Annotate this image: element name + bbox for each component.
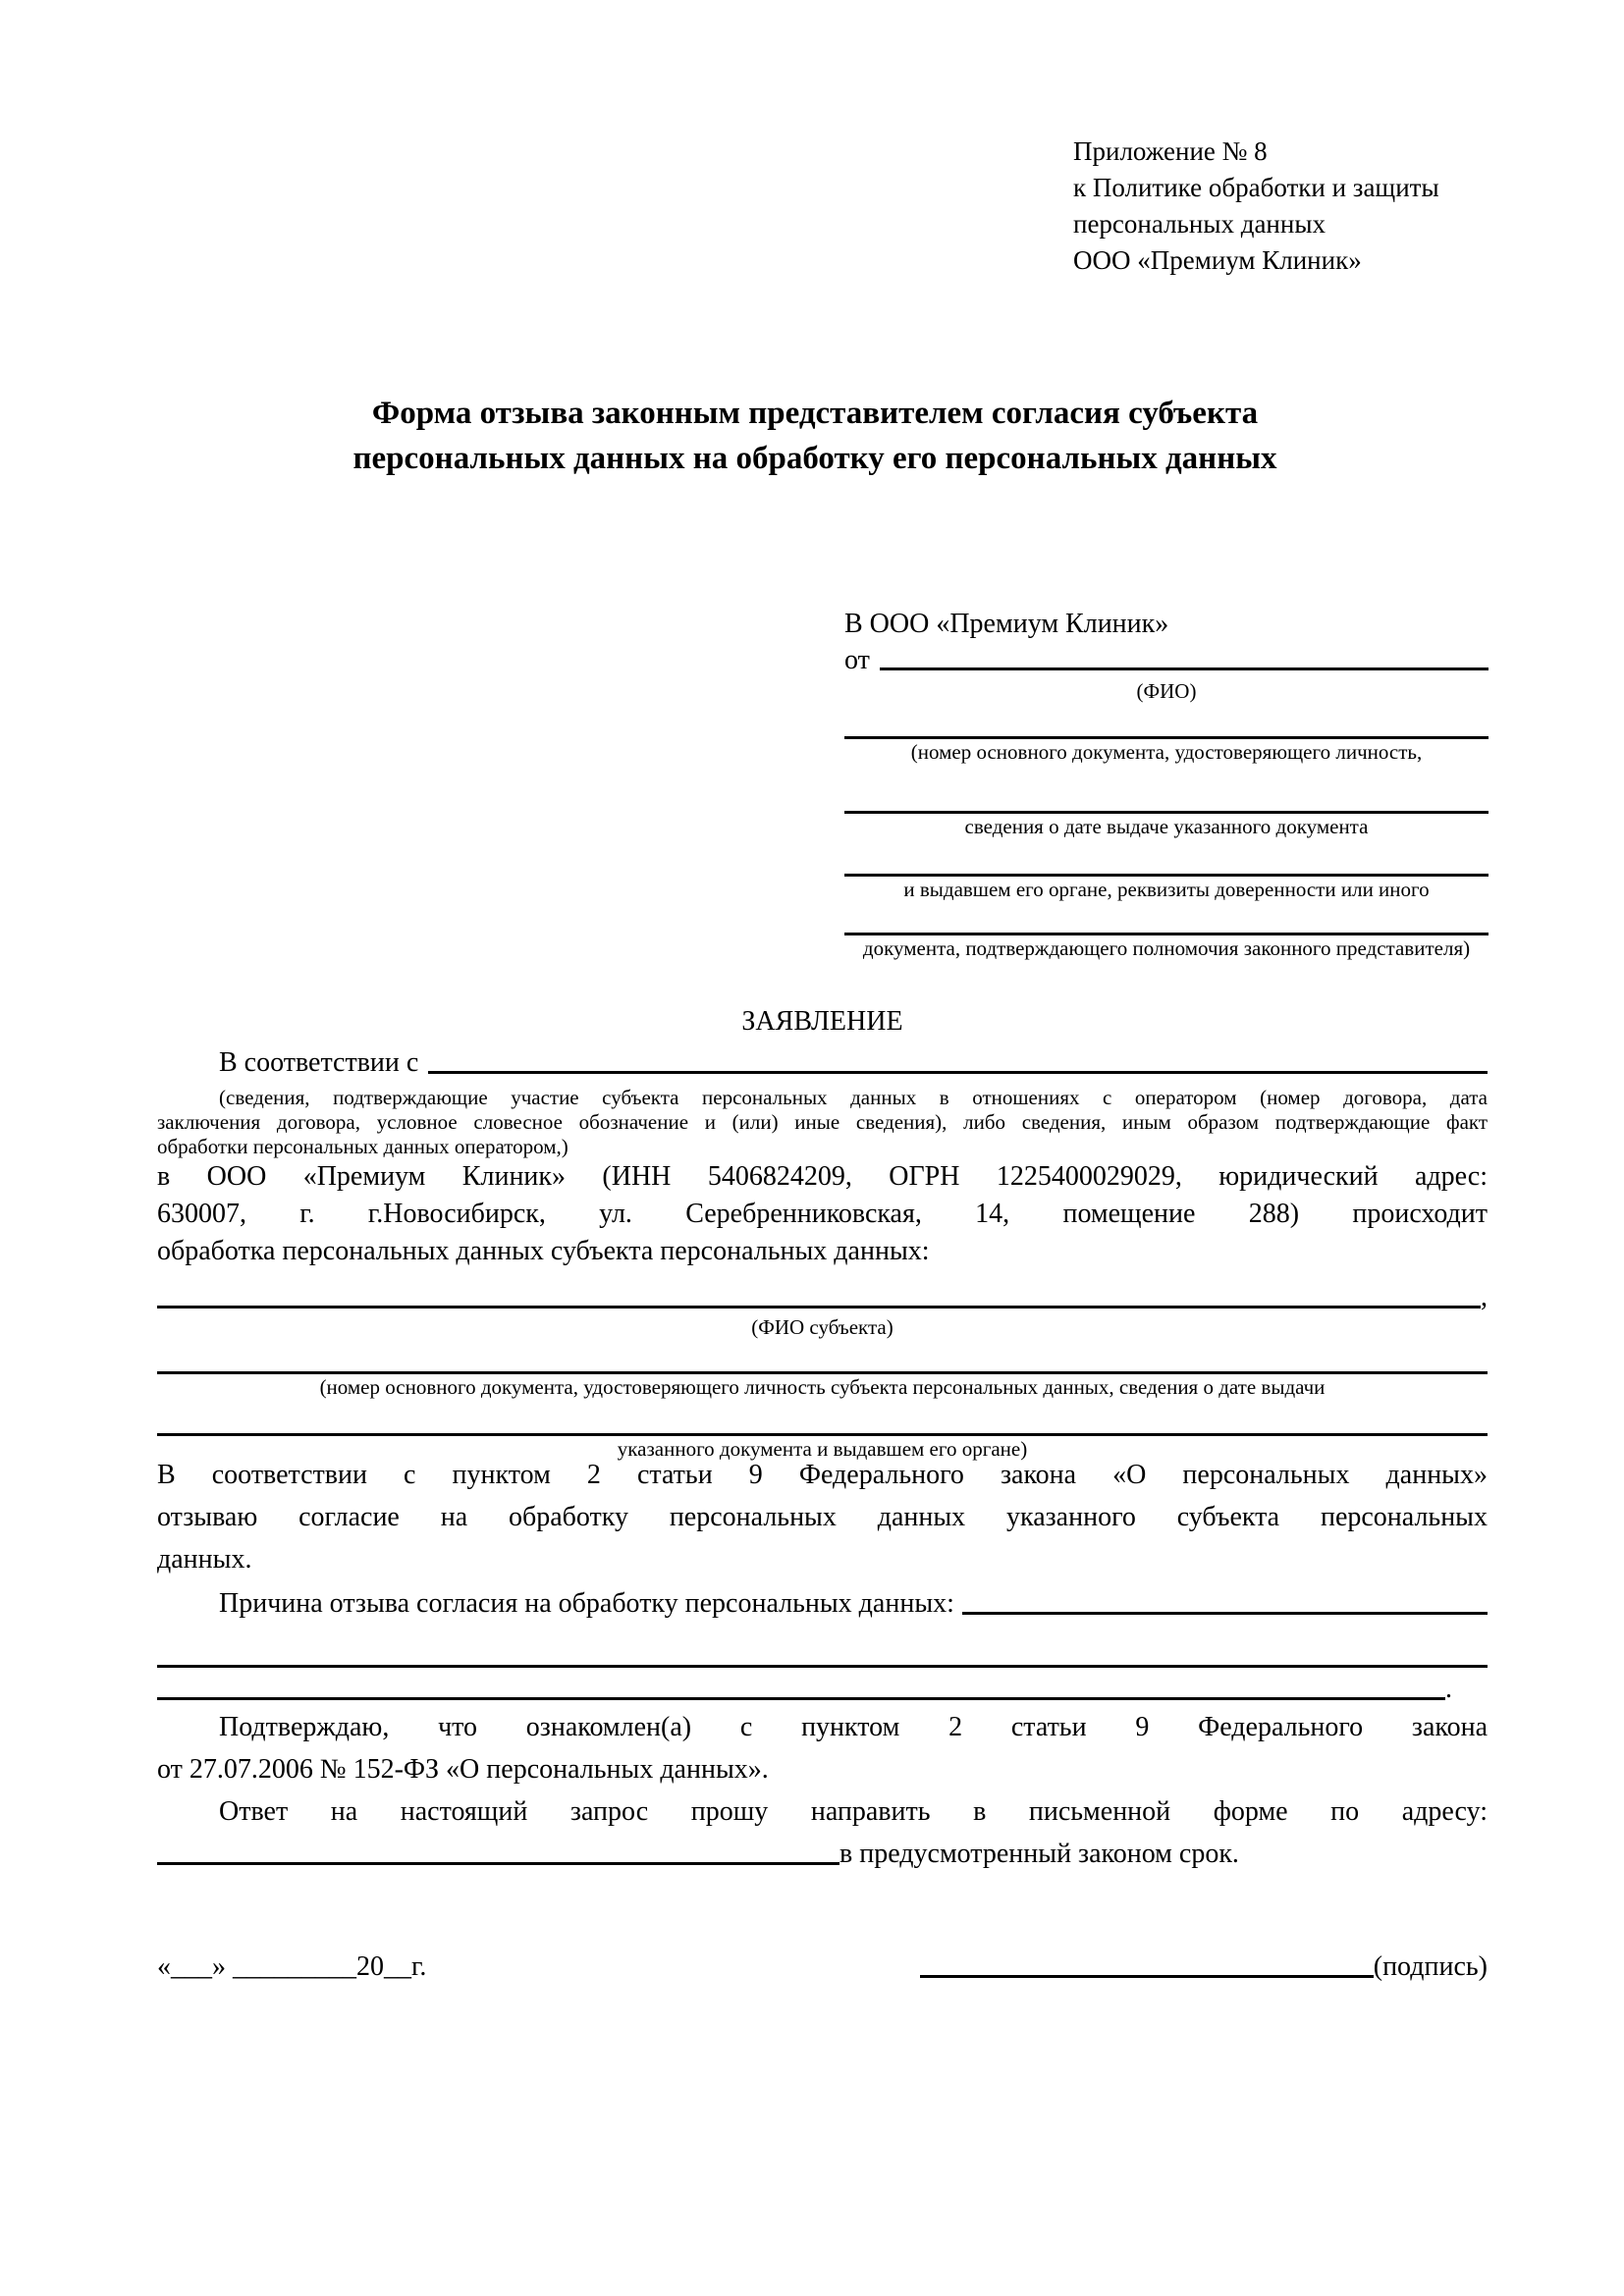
footer-row xyxy=(157,1949,1488,1986)
subject-fio-caption: (ФИО субъекта) xyxy=(751,1315,893,1339)
footnote-line: (сведения, подтверждающие участие субъекта персональных данных в отношениях с оператором (номер договора, дата xyxy=(219,1086,1488,1109)
operator-paragraph-line: 630007, г. г.Новосибирск, ул. Серебренниковская, 14, помещение 288) происходит xyxy=(157,1199,1488,1229)
reply-paragraph xyxy=(157,1790,1488,1875)
document-title-line: Форма отзыва законным представителем согласия субъекта xyxy=(371,396,1259,431)
basis-blank-line xyxy=(428,1044,1488,1074)
date-blank: «___» _________20__г. xyxy=(157,1951,427,1982)
acknowledge-paragraph xyxy=(157,1706,1488,1790)
addressee-organization: В ООО «Премиум Клиник» xyxy=(844,609,1169,639)
issue-date-caption: сведения о дате выдаче указанного документа xyxy=(964,815,1369,838)
issuing-authority-blank-line xyxy=(844,849,1489,877)
document-title-line: персональных данных на обработку его персональных данных xyxy=(352,441,1277,476)
withdrawal-paragraph-line: отзываю согласие на обработку персональных данных указанного субъекта персональных xyxy=(157,1502,1488,1532)
subject-line-suffix: , xyxy=(1481,1282,1488,1312)
document-title xyxy=(147,391,1483,481)
issue-date-blank-line xyxy=(844,786,1489,814)
appendix-note-line: ООО «Премиум Клиник» xyxy=(1073,245,1362,275)
from-label: от xyxy=(844,645,870,675)
appendix-note xyxy=(1073,133,1439,279)
reason-row xyxy=(157,1585,1488,1623)
statement-heading: ЗАЯВЛЕНИЕ xyxy=(741,1006,903,1037)
appendix-note-line: к Политике обработки и защиты xyxy=(1073,173,1439,202)
subject-fio-blank-line xyxy=(157,1281,1481,1308)
footnote xyxy=(157,1086,1488,1159)
footnote-line: обработки персональных данных оператором,) xyxy=(157,1135,568,1158)
reply-paragraph-line: Ответ на настоящий запрос прошу направить в письменной форме по адресу: xyxy=(219,1796,1488,1827)
acknowledge-paragraph-line: Подтверждаю, что ознакомлен(а) с пунктом 2 статьи 9 Федерального закона xyxy=(219,1712,1488,1742)
operator-paragraph xyxy=(157,1158,1488,1270)
acknowledge-paragraph-line: от 27.07.2006 № 152-ФЗ «О персональных данных». xyxy=(157,1754,769,1785)
subject-document-caption: (номер основного документа, удостоверяющего личность субъекта персональных данных, сведения о дате выдачи xyxy=(319,1375,1326,1399)
reason-line-suffix: . xyxy=(1445,1674,1452,1704)
reason-blank-line xyxy=(962,1585,1488,1615)
subject-fio-group xyxy=(157,1281,1488,1340)
appendix-note-line: персональных данных xyxy=(1073,209,1326,239)
withdrawal-paragraph-line: В соответствии с пунктом 2 статьи 9 Федерального закона «О персональных данных» xyxy=(157,1460,1488,1490)
signature-caption: (подпись) xyxy=(1373,1951,1488,1982)
subject-authority-caption: указанного документа и выдавшем его органе) xyxy=(617,1437,1028,1461)
subject-document-group xyxy=(157,1347,1488,1400)
representative-authority-caption: документа, подтверждающего полномочия законного представителя) xyxy=(862,936,1471,960)
representative-authority-blank-line xyxy=(844,908,1489,935)
signature-group xyxy=(920,1949,1488,1986)
reason-continuation-blank-line2 xyxy=(157,1673,1445,1700)
operator-paragraph-line: в ООО «Премиум Клиник» (ИНН 5406824209, ОГРН 1225400029029, юридический адрес: xyxy=(157,1161,1488,1192)
intro-row xyxy=(157,1044,1488,1082)
operator-paragraph-line: обработка персональных данных субъекта персональных данных: xyxy=(157,1236,930,1266)
reply-paragraph-suffix: в предусмотренный законом срок. xyxy=(839,1839,1239,1869)
issuing-authority-caption: и выдавшем его органе, реквизиты доверенности или иного xyxy=(903,878,1430,901)
reply-address-row xyxy=(157,1833,1488,1875)
document-number-caption: (номер основного документа, удостоверяющего личность, xyxy=(910,740,1423,764)
fio-blank-line xyxy=(880,642,1489,670)
from-row xyxy=(844,642,1489,678)
appendix-note-line: Приложение № 8 xyxy=(1073,136,1268,166)
footnote-line: заключения договора, условное словесное обозначение и (или) иные сведения), либо сведения, иным образом подтверждающие факт xyxy=(157,1110,1488,1134)
reason-continuation-blank-line xyxy=(157,1640,1488,1668)
document-number-blank-line xyxy=(844,712,1489,739)
reason-continuation-row xyxy=(157,1673,1488,1706)
reason-label: Причина отзыва согласия на обработку персональных данных: xyxy=(219,1588,954,1619)
withdrawal-paragraph-line: данных. xyxy=(157,1544,252,1575)
intro-label: В соответствии с xyxy=(219,1047,419,1078)
reply-address-blank-line xyxy=(157,1833,839,1865)
addressee-block xyxy=(844,606,1489,961)
withdrawal-paragraph xyxy=(157,1454,1488,1580)
subject-document-blank-line xyxy=(157,1347,1488,1374)
subject-authority-blank-line xyxy=(157,1409,1488,1436)
signature-blank-line xyxy=(920,1949,1374,1978)
fio-caption: (ФИО) xyxy=(1136,679,1197,703)
